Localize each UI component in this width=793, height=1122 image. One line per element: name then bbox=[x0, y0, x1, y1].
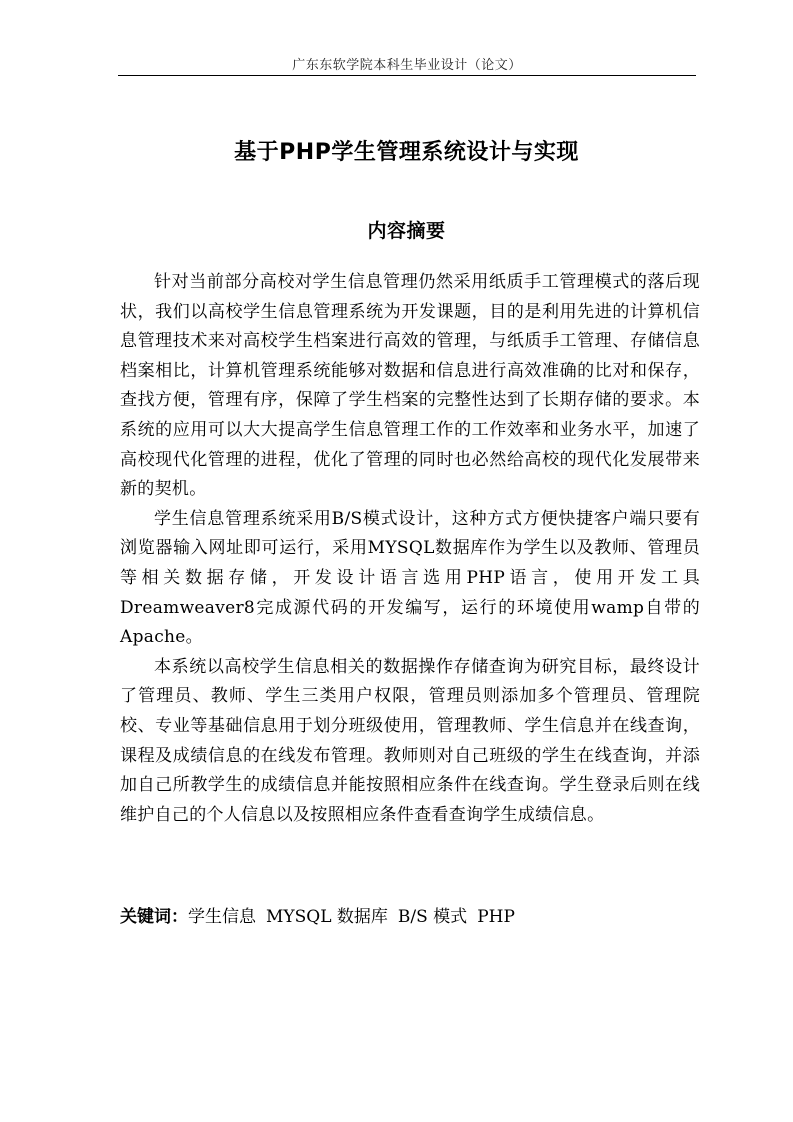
keyword-item: PHP bbox=[477, 907, 515, 927]
running-header: 广东东软学院本科生毕业设计（论文） bbox=[292, 58, 522, 73]
abstract-paragraph-3: 本系统以高校学生信息相关的数据操作存储查询为研究目标，最终设计了管理员、教师、学生三类用户权限，管理员则添加多个管理员、管理院校、专业等基础信息用于划分班级使用，管理教师、学生信息并在线查询，课程及成绩信息的在线发布管理。教师则对自己班级的学生在线查询，并添加自己所教学生的成绩信息并能按照相应条件在线查询。学生登录后则在线维护自己的个人信息以及按照相应条件查看查询学生成绩信息。 bbox=[120, 656, 700, 825]
keywords-label: 关键词： bbox=[120, 907, 188, 927]
abstract-paragraph-2: 学生信息管理系统采用B/S模式设计，这种方式方便快捷客户端只要有浏览器输入网址即可运行，采用MYSQL数据库作为学生以及教师、管理员等相关数据存储，开发设计语言选用PHP语言，使用开发工具Dreamweaver8完成源代码的开发编写，运行的环境使用wamp自带的Apache。 bbox=[120, 508, 700, 648]
header-rule bbox=[118, 75, 696, 76]
abstract-paragraph-1: 针对当前部分高校对学生信息管理仍然采用纸质手工管理模式的落后现状，我们以高校学生信息管理系统为开发课题，目的是利用先进的计算机信息管理技术来对高校学生档案进行高效的管理，与纸质手工管理、存储信息档案相比，计算机管理系统能够对数据和信息进行高效准确的比对和保存，查找方便，管理有序，保障了学生档案的完整性达到了长期存储的要求。本系统的应用可以大大提高学生信息管理工作的工作效率和业务水平，加速了高校现代化管理的进程，优化了管理的同时也必然给高校的现代化发展带来新的契机。 bbox=[120, 272, 700, 500]
keyword-item: 学生信息 bbox=[188, 907, 256, 927]
keywords-line bbox=[120, 903, 700, 931]
document-title: 基于PHP学生管理系统设计与实现 bbox=[234, 140, 579, 165]
keyword-item: MYSQL 数据库 bbox=[266, 907, 388, 927]
keyword-item: B/S 模式 bbox=[397, 907, 468, 927]
abstract-body bbox=[120, 268, 700, 830]
abstract-heading: 内容摘要 bbox=[367, 220, 446, 242]
